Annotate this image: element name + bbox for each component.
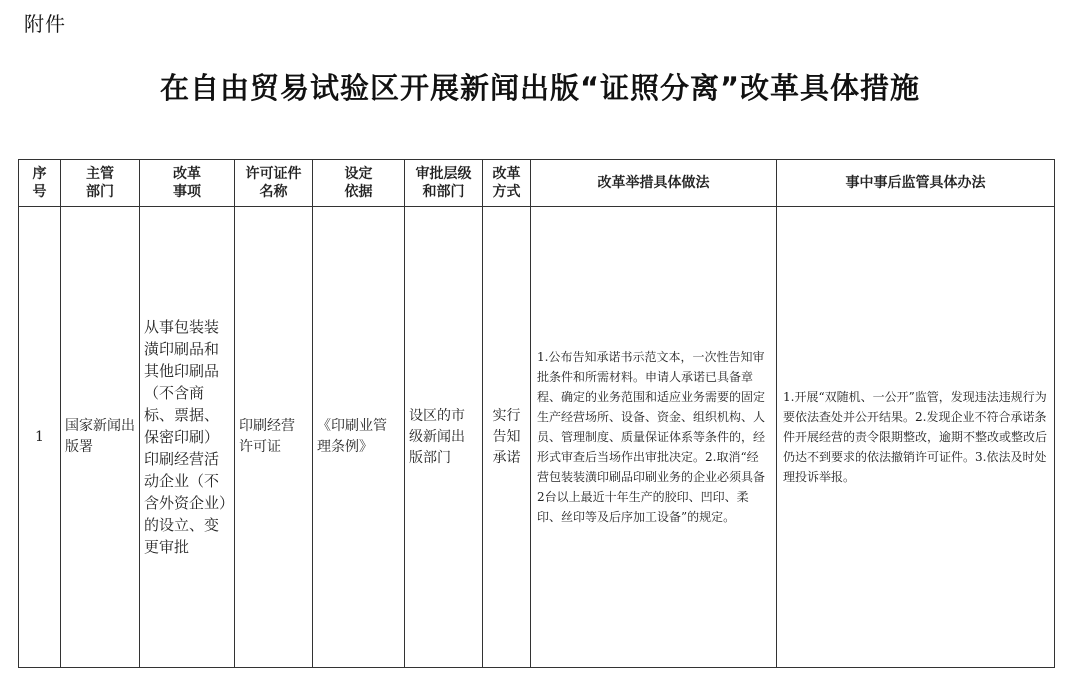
attachment-label: 附件 xyxy=(24,12,66,36)
column-header-approval-level: 审批层级 和部门 xyxy=(405,160,483,207)
table-header-row xyxy=(19,160,1055,207)
cell-practice: 1.公布告知承诺书示范文本，一次性告知审批条件和所需材料。申请人承诺已具备章程、确定的业务范围和适应业务需要的固定生产经营场所、设备、资金、组织机构、人员、管理制度、质量保证体系等条件的，经形式审查后当场作出审批决定。2.取消“经营包装装潢印刷品印刷业务的企业必须具备2台以上最近十年生产的胶印、凹印、柔印、丝印等及后序加工设备”的规定。 xyxy=(531,207,777,668)
column-header-license-name: 许可证件 名称 xyxy=(235,160,313,207)
column-header-legal-basis: 设定 依据 xyxy=(313,160,405,207)
cell-legal-basis: 《印刷业管理条例》 xyxy=(313,207,405,668)
column-header-seq: 序 号 xyxy=(19,160,61,207)
cell-supervision: 1.开展“双随机、一公开”监管，发现违法违规行为要依法查处并公开结果。2.发现企业不符合承诺条件开展经营的责令限期整改，逾期不整改或整改后仍达不到要求的依法撤销许可证件。3.依法及时处理投诉举报。 xyxy=(777,207,1055,668)
column-header-reform-item: 改革 事项 xyxy=(140,160,235,207)
cell-seq: 1 xyxy=(19,207,61,668)
column-header-department: 主管 部门 xyxy=(61,160,140,207)
column-header-practice: 改革举措具体做法 xyxy=(531,160,777,207)
column-header-reform-method: 改革 方式 xyxy=(483,160,531,207)
reform-measures-table xyxy=(18,159,1055,668)
cell-reform-method: 实行告知承诺 xyxy=(483,207,531,668)
cell-approval-level: 设区的市级新闻出版部门 xyxy=(405,207,483,668)
cell-license-name: 印刷经营许可证 xyxy=(235,207,313,668)
document-title: 在自由贸易试验区开展新闻出版“证照分离”改革具体措施 xyxy=(159,71,921,105)
table-row xyxy=(19,207,1055,668)
cell-department: 国家新闻出版署 xyxy=(61,207,140,668)
column-header-supervision: 事中事后监管具体办法 xyxy=(777,160,1055,207)
cell-reform-item: 从事包装装潢印刷品和其他印刷品（不含商标、票据、保密印刷）印刷经营活动企业（不含外资企业）的设立、变更审批 xyxy=(140,207,235,668)
